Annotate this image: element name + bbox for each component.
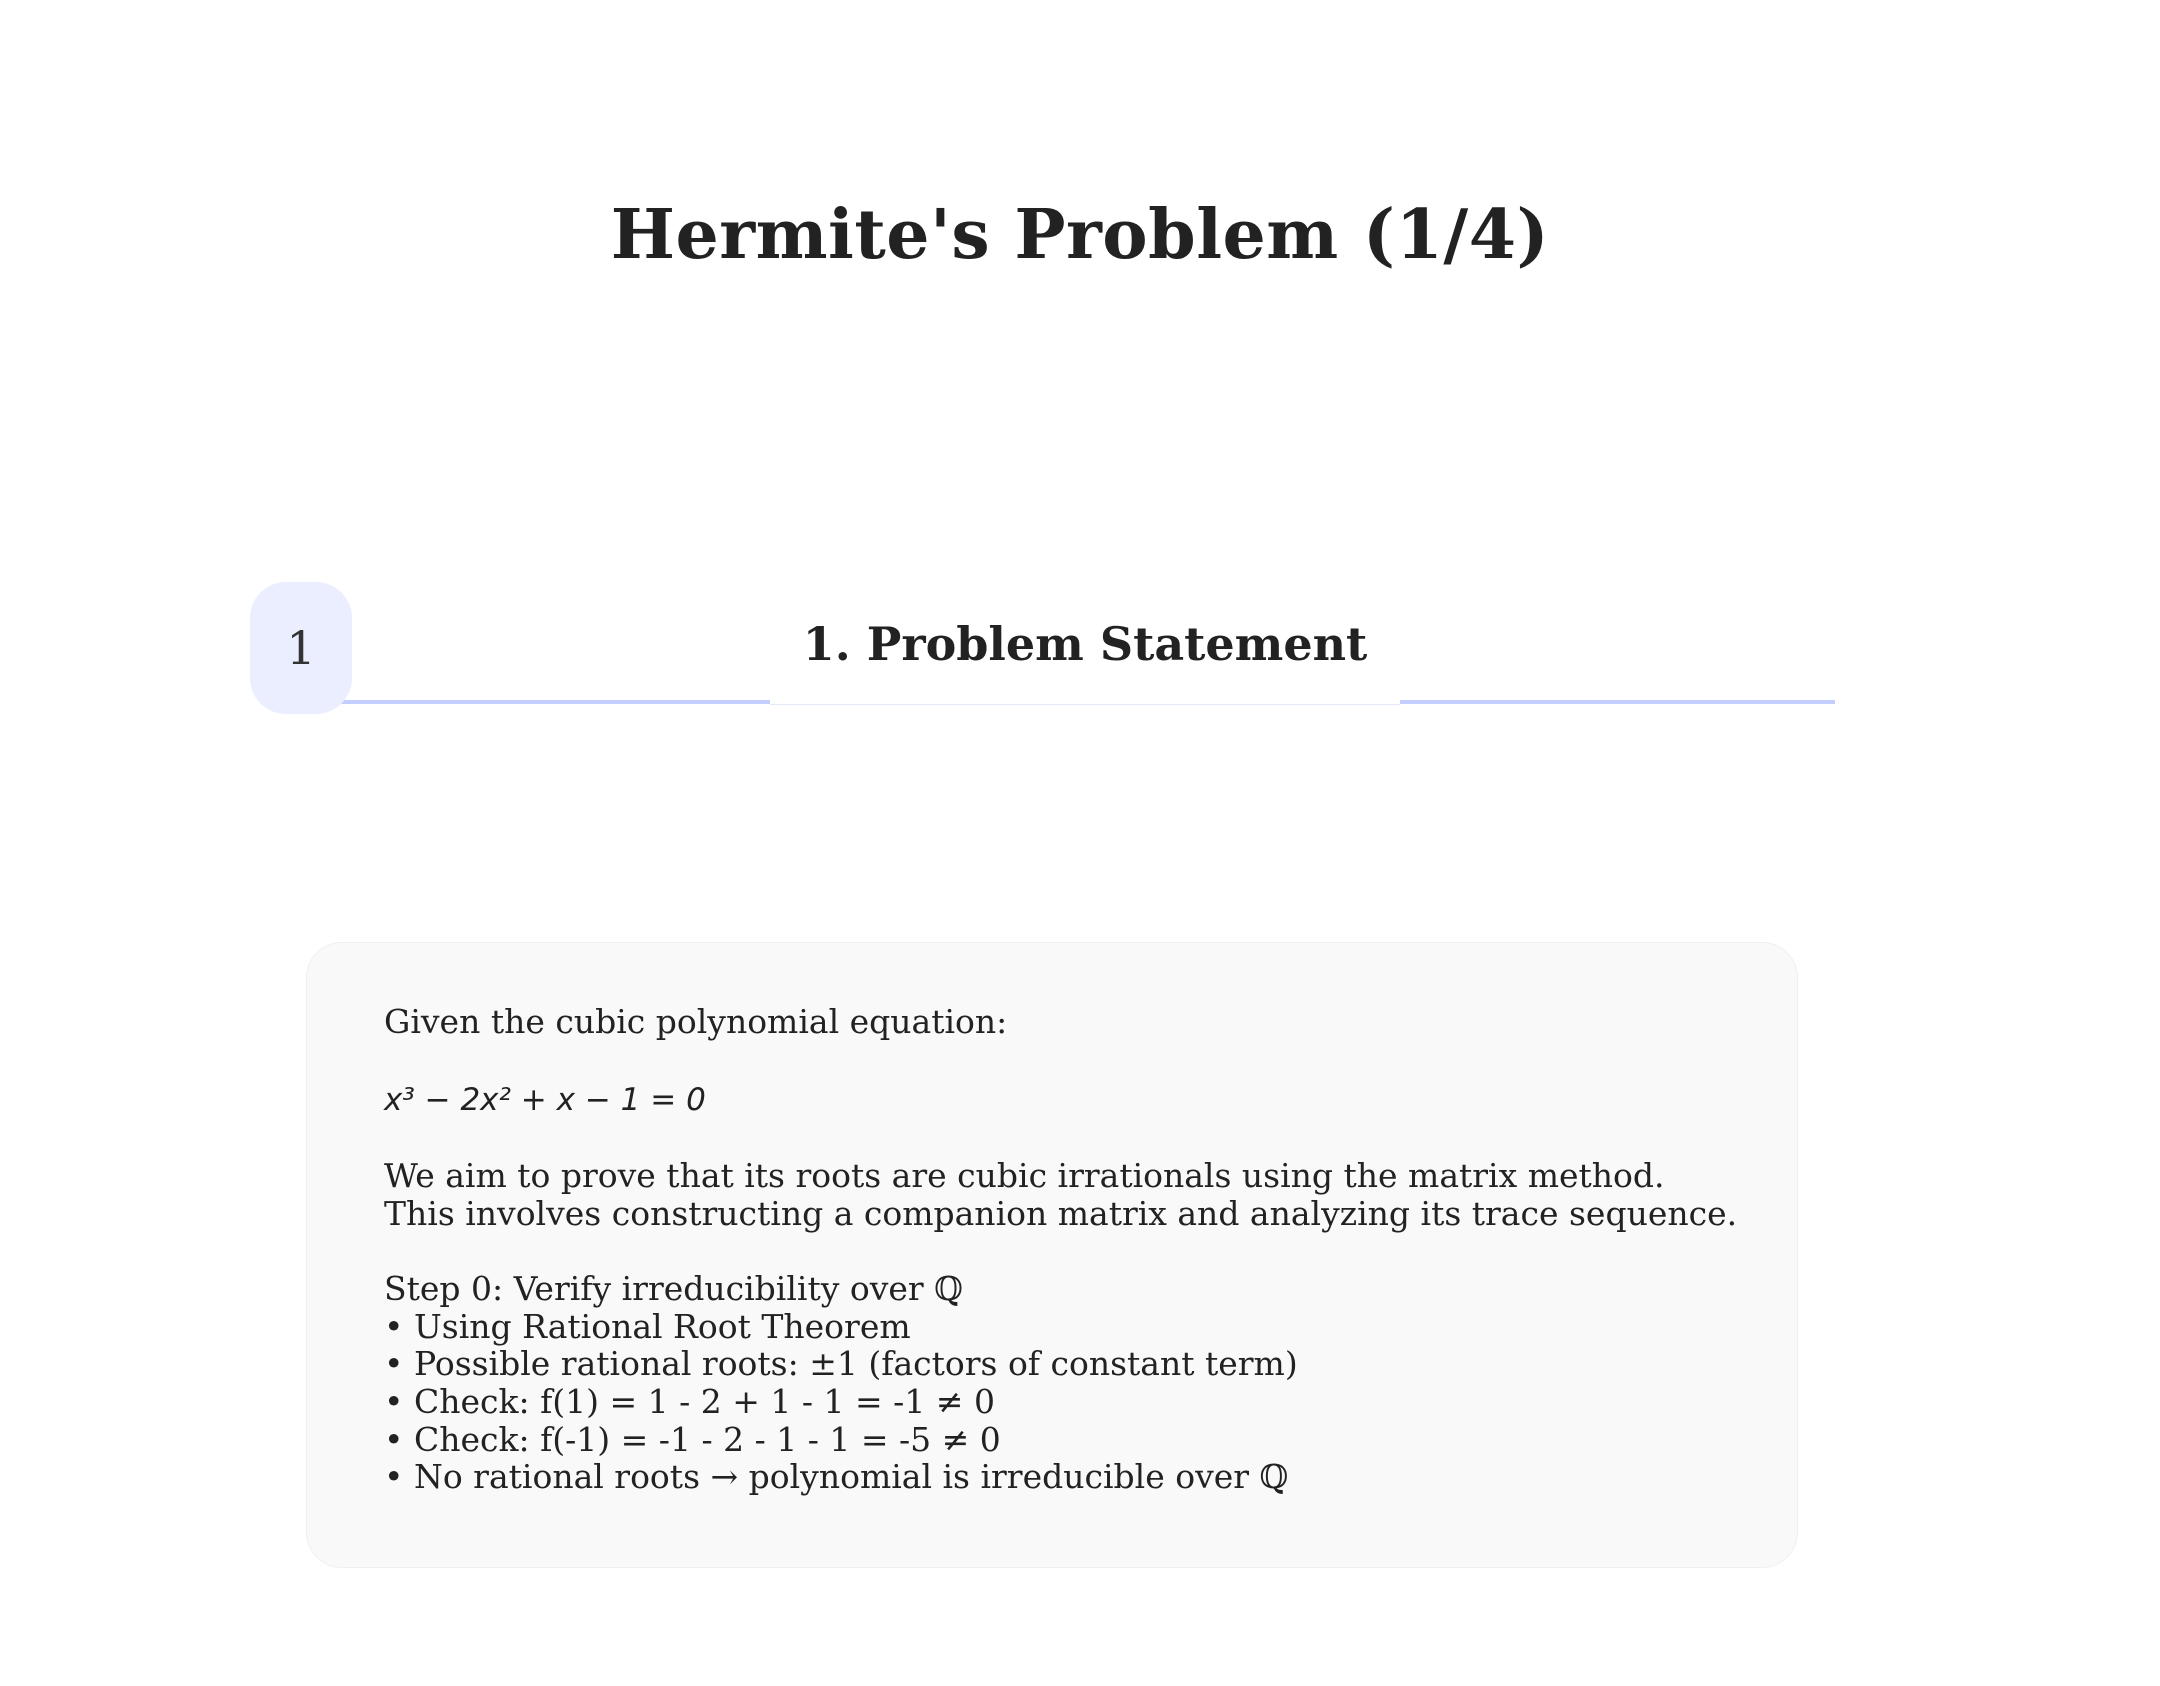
equation: x³ − 2x² + x − 1 = 0 [384,1082,706,1119]
list-item: • No rational roots → polynomial is irreducible over ℚ [384,1457,1289,1497]
list-item: • Possible rational roots: ±1 (factors of constant term) [384,1344,1298,1384]
section-title: 1. Problem Statement [802,617,1368,671]
aim-text-line-1: We aim to prove that its roots are cubic irrationals using the matrix method. [384,1156,1665,1196]
section-header [250,582,1850,714]
intro-text: Given the cubic polynomial equation: [384,1002,1008,1041]
step-title: Step 0: Verify irreducibility over ℚ [384,1269,963,1309]
section-number: 1 [286,621,316,675]
list-item: • Check: f(1) = 1 - 2 + 1 - 1 = -1 ≠ 0 [384,1381,995,1421]
content-card [306,942,1798,1568]
card-body [384,1003,1737,1496]
list-item: • Check: f(-1) = -1 - 2 - 1 - 1 = -5 ≠ 0 [384,1419,1001,1459]
list-item: • Using Rational Root Theorem [384,1306,911,1346]
section-title-container [770,612,1400,705]
section-number-badge [250,582,352,714]
page-title: Hermite's Problem (1/4) [610,195,1550,275]
aim-text-line-2: This involves constructing a companion matrix and analyzing its trace sequence. [384,1193,1738,1233]
